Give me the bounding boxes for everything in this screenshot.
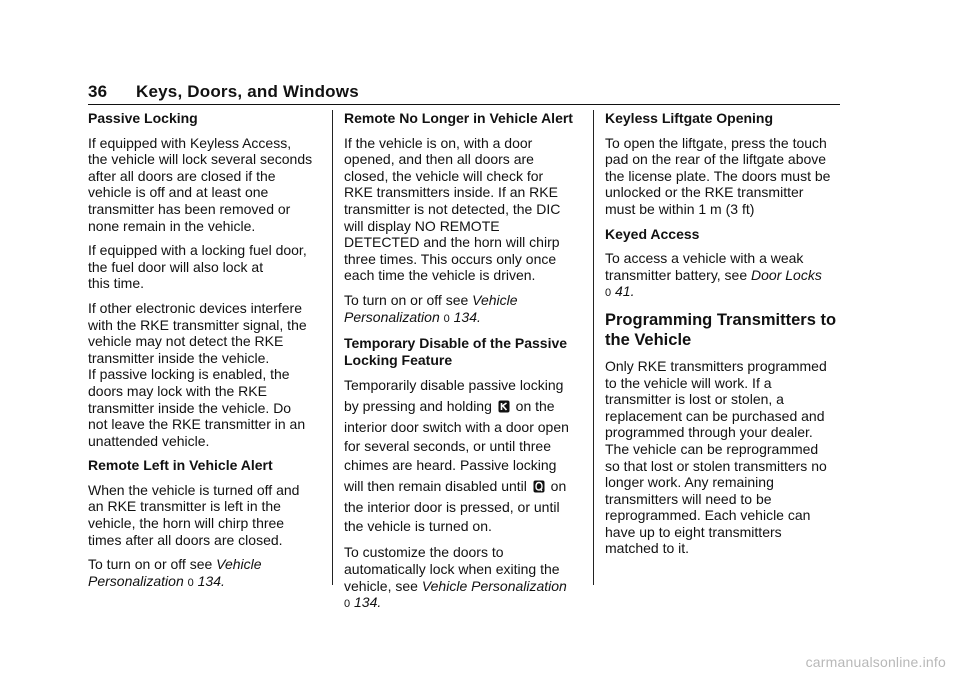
column-3 (605, 110, 845, 565)
text-line: have up to eight transmitters (605, 523, 782, 540)
column-divider (593, 110, 594, 585)
heading-keyless-liftgate: Keyless Liftgate Opening (605, 110, 774, 126)
text-line: this time. (88, 275, 145, 292)
text-line (344, 395, 584, 418)
page-reference[interactable]: 134. (354, 594, 382, 611)
text-fragment: by pressing and holding (344, 398, 496, 415)
text-line: automatically lock when exiting the (344, 560, 560, 577)
text-line: matched to it. (605, 540, 690, 557)
text-line: the interior door is pressed, or until (344, 499, 560, 516)
cross-reference-link[interactable]: Vehicle Personalization (421, 577, 567, 594)
text-fragment: transmitter battery, see (605, 266, 752, 283)
text-line: doors may lock with the RKE (88, 382, 267, 399)
column-1 (88, 110, 328, 599)
page-reference[interactable]: 134. (453, 308, 481, 325)
paragraph (605, 358, 845, 557)
text-line: vehicle may not detect the RKE (88, 333, 284, 350)
page-reference[interactable]: 134. (197, 572, 225, 589)
text-line: closed, the vehicle will check for (344, 167, 544, 184)
paragraph (344, 376, 584, 536)
text-line: replacement can be purchased and (605, 407, 825, 424)
text-fragment: will then remain disabled until (344, 478, 531, 495)
text-fragment: on the (511, 398, 555, 415)
text-line: to the vehicle will work. If a (605, 374, 772, 391)
text-line: the fuel door will also lock at (88, 258, 264, 275)
page-ref-arrow: 0 (605, 287, 612, 300)
text-line: interior door switch with a door open (344, 419, 569, 436)
paragraph (88, 300, 328, 449)
text-fragment: vehicle, see (344, 577, 422, 594)
text-line: If passive locking is enabled, the (88, 366, 290, 383)
text-line: transmitter has been removed or (88, 200, 291, 217)
heading-remote-no-longer-alert: Remote No Longer in Vehicle Alert (344, 110, 573, 126)
text-line (344, 578, 584, 595)
text-line: three times. This occurs only once (344, 250, 557, 267)
text-line: vehicle, the horn will chirp three (88, 515, 285, 532)
text-line: The vehicle can be reprogrammed (605, 440, 819, 457)
paragraph (344, 135, 584, 284)
text-line: If the vehicle is on, with a door (344, 134, 533, 151)
text-line: pad on the rear of the liftgate above (605, 151, 827, 168)
text-line (344, 309, 584, 328)
text-line: reprogrammed. Each vehicle can (605, 507, 811, 524)
text-line (344, 292, 584, 309)
heading-line: the Vehicle (605, 330, 692, 349)
cross-reference-link[interactable]: Personalization (88, 572, 184, 589)
text-fragment: on (546, 478, 567, 495)
lock-key-icon (498, 400, 510, 413)
paragraph (88, 135, 328, 235)
text-line: vehicle is off and at least one (88, 184, 269, 201)
text-line: transmitter inside the vehicle. (88, 349, 270, 366)
heading-line: Programming Transmitters to (605, 310, 837, 329)
watermark: carmanualsonline.info (805, 654, 946, 670)
cross-reference-link[interactable]: Door Locks (751, 266, 822, 283)
paragraph (605, 250, 845, 302)
text-line: transmitter is lost or stolen, a (605, 391, 784, 408)
heading-line: Locking Feature (344, 351, 453, 368)
page-number: 36 (88, 82, 108, 101)
text-line (344, 594, 584, 613)
column-divider (332, 110, 333, 585)
text-line: chimes are heard. Passive locking (344, 457, 557, 474)
text-line (344, 475, 584, 498)
text-line: must be within 1 m (3 ft) (605, 200, 755, 217)
text-line: times after all doors are closed. (88, 531, 283, 548)
text-line: transmitters will need to be (605, 490, 772, 507)
text-line (88, 556, 328, 573)
text-line: Temporarily disable passive locking (344, 377, 564, 394)
paragraph (88, 556, 328, 591)
text-line: an RKE transmitter is left in the (88, 498, 281, 515)
cross-reference-link[interactable]: Vehicle (216, 556, 262, 573)
text-line: To access a vehicle with a weak (605, 250, 804, 267)
unlock-key-icon (533, 480, 545, 493)
text-line: Only RKE transmitters programmed (605, 357, 827, 374)
text-line: unattended vehicle. (88, 432, 210, 449)
page-ref-arrow: 0 (187, 576, 194, 589)
text-line: with the RKE transmitter signal, the (88, 316, 307, 333)
text-line: opened, and then all doors are (344, 151, 534, 168)
text-line: DETECTED and the horn will chirp (344, 234, 560, 251)
text-line: the license plate. The doors must be (605, 167, 831, 184)
text-line: If equipped with a locking fuel door, (88, 242, 307, 259)
column-2 (344, 110, 584, 621)
text-line: To open the liftgate, press the touch (605, 134, 827, 151)
text-line: To customize the doors to (344, 544, 504, 561)
text-line: the vehicle will lock several seconds (88, 151, 313, 168)
text-line (88, 573, 328, 592)
text-line: longer work. Any remaining (605, 474, 774, 491)
text-line: If equipped with Keyless Access, (88, 134, 292, 151)
cross-reference-link[interactable]: Personalization (344, 308, 440, 325)
section-title: Keys, Doors, and Windows (136, 82, 359, 101)
heading-passive-locking: Passive Locking (88, 110, 198, 126)
text-line: not leave the RKE transmitter in an (88, 416, 306, 433)
text-line: If other electronic devices interfere (88, 299, 302, 316)
heading-programming-transmitters (605, 310, 845, 350)
cross-reference-link[interactable]: Vehicle (472, 291, 518, 308)
text-line: When the vehicle is turned off and (88, 481, 300, 498)
paragraph (344, 292, 584, 327)
text-line: transmitter inside the vehicle. Do (88, 399, 292, 416)
heading-keyed-access: Keyed Access (605, 225, 700, 242)
text-line: transmitter is not detected, the DIC (344, 200, 561, 217)
text-line (605, 267, 845, 284)
text-line: will display NO REMOTE (344, 217, 500, 234)
paragraph (88, 242, 328, 292)
paragraph (605, 135, 845, 218)
heading-line: Temporary Disable of the Passive (344, 335, 568, 352)
paragraph (88, 482, 328, 548)
heading-temporary-disable (344, 335, 584, 368)
text-line: none remain in the vehicle. (88, 217, 256, 234)
text-line (605, 283, 845, 302)
page-ref-arrow: 0 (344, 598, 351, 611)
text-line: unlocked or the RKE transmitter (605, 184, 804, 201)
text-line: RKE transmitters inside. If an RKE (344, 184, 558, 201)
text-line: for several seconds, or until three (344, 438, 551, 455)
text-line: after all doors are closed if the (88, 167, 276, 184)
page-reference[interactable]: 41. (615, 283, 635, 300)
text-line: programmed through your dealer. (605, 424, 813, 441)
page-header (88, 82, 840, 105)
see-prefix: To turn on or off see (344, 291, 473, 308)
text-line: the vehicle is turned on. (344, 518, 492, 535)
page-ref-arrow: 0 (443, 312, 450, 325)
text-line: each time the vehicle is driven. (344, 267, 536, 284)
paragraph (344, 544, 584, 612)
see-prefix: To turn on or off see (88, 556, 217, 573)
heading-remote-left-alert: Remote Left in Vehicle Alert (88, 457, 273, 474)
text-line: so that lost or stolen transmitters no (605, 457, 827, 474)
